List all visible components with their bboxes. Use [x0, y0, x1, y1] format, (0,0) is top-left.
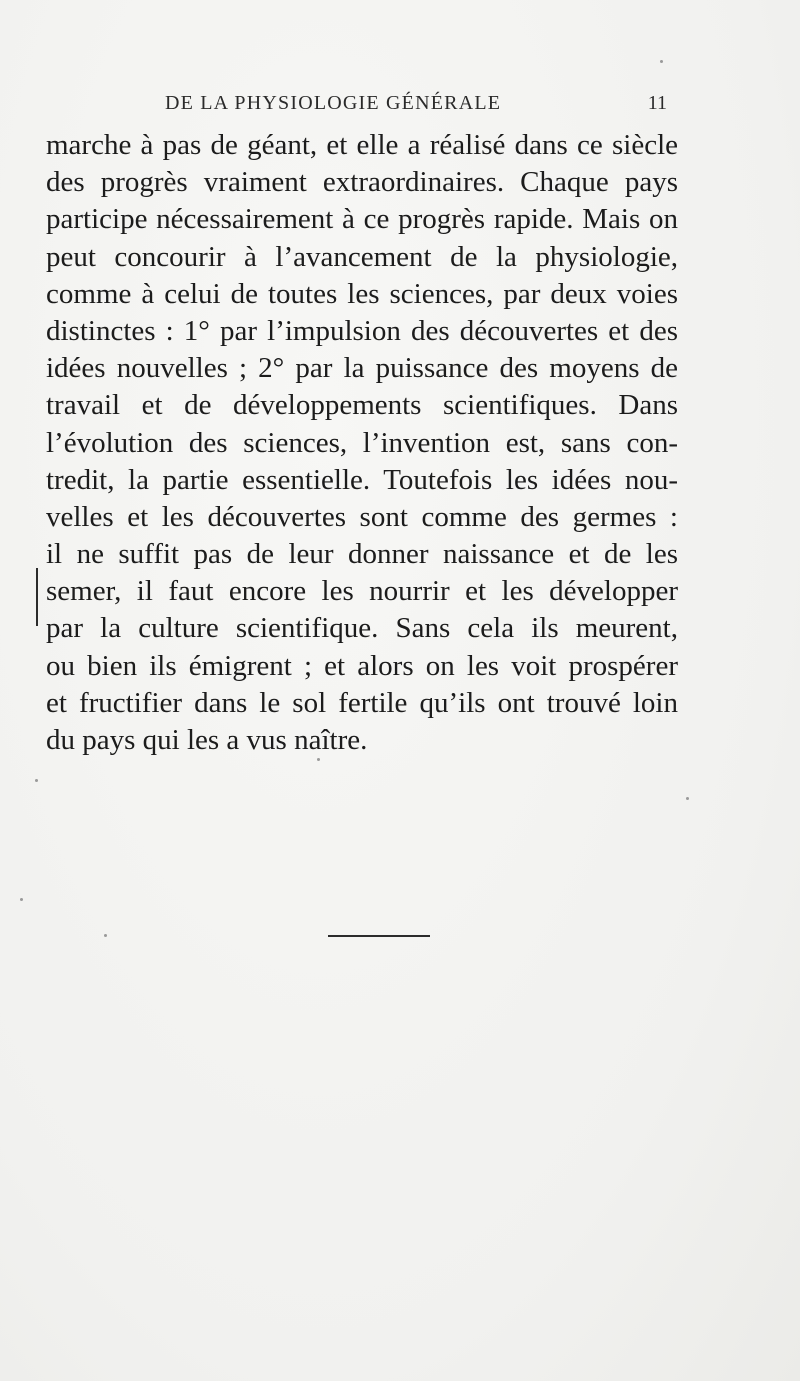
end-rule: [328, 935, 430, 937]
text-line: l’évolution des sciences, l’invention est, sans con-: [46, 426, 678, 459]
running-title: DE LA PHYSIOLOGIE GÉNÉRALE: [165, 92, 502, 114]
text-line: il ne suffit pas de leur donner naissance et de les: [46, 538, 678, 571]
text-line: par la culture scientifique. Sans cela ils meurent,: [46, 612, 678, 645]
text-line: comme à celui de toutes les sciences, par deux voies: [46, 277, 678, 310]
text-line: des progrès vraiment extraordinaires. Chaque pays: [46, 166, 678, 199]
text-line: peut concourir à l’avancement de la physiologie,: [46, 240, 678, 273]
paper-speck: [104, 934, 107, 937]
text-line: participe nécessairement à ce progrès rapide. Mais on: [46, 203, 678, 236]
text-line: marche à pas de géant, et elle a réalisé dans ce siècle: [46, 129, 678, 161]
text-line: idées nouvelles ; 2° par la puissance des moyens de: [46, 352, 678, 385]
paper-speck: [686, 797, 689, 800]
text-line: tredit, la partie essentielle. Toutefois les idées nou-: [46, 463, 678, 496]
text-line: distinctes : 1° par l’impulsion des découvertes et des: [46, 314, 678, 347]
text-line: et fructifier dans le sol fertile qu’ils ont trouvé loin: [46, 686, 678, 719]
paper-speck: [660, 60, 663, 63]
text-line: travail et de développements scientifiques. Dans: [46, 389, 678, 422]
text-line: du pays qui les a vus naître.: [46, 724, 368, 756]
running-head: [165, 92, 675, 122]
text-line: velles et les découvertes sont comme des germes :: [46, 500, 678, 533]
paper-speck: [317, 758, 320, 761]
text-line: semer, il faut encore les nourrir et les développer: [46, 575, 678, 608]
body-paragraph: [46, 127, 678, 759]
paper-speck: [35, 779, 38, 782]
margin-mark: [36, 568, 38, 626]
text-line: ou bien ils émigrent ; et alors on les voit prospérer: [46, 649, 678, 682]
page-number: 11: [647, 92, 667, 114]
paper-speck: [20, 898, 23, 901]
